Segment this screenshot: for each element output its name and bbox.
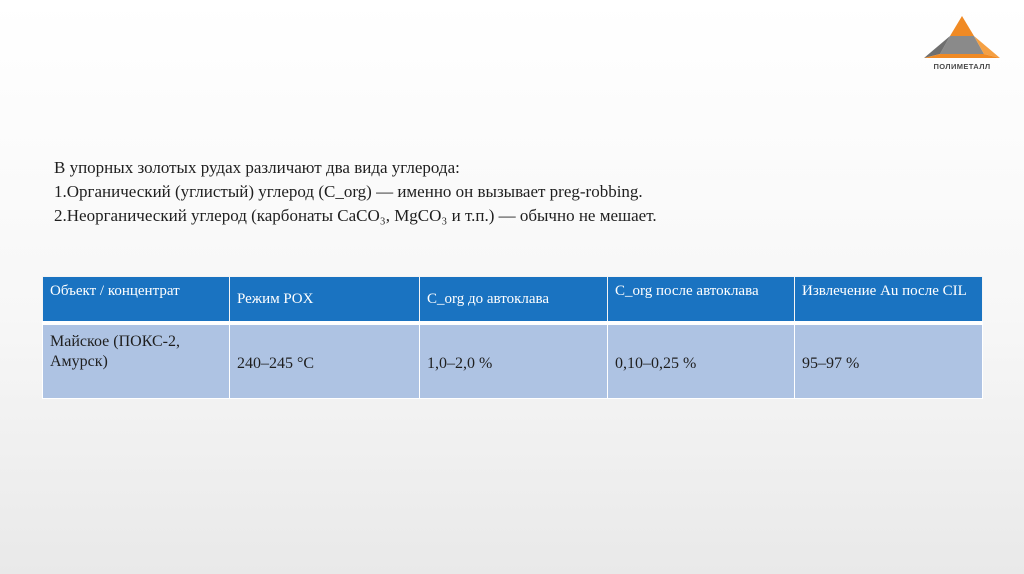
header-cell-corg-before: C_org до автоклава [420,277,608,323]
results-table [42,276,983,399]
table-header-row [43,277,983,323]
cell-pox-mode: 240–245 °C [230,323,420,399]
header-cell-object: Объект / концентрат [43,277,230,323]
header-cell-pox-mode: Режим POX [230,277,420,323]
cell-corg-before: 1,0–2,0 % [420,323,608,399]
header-cell-corg-after: C_org после автоклава [608,277,795,323]
intro-item-organic: 1.Органический (углистый) углерод (C_org) — именно он вызывает preg-robbing. [54,182,643,201]
triangle-logo-icon [922,14,1002,60]
logo-text: ПОЛИМЕТАЛЛ [933,62,991,71]
cell-au-recovery: 95–97 % [795,323,983,399]
cell-object: Майское (ПОКС-2, Амурск) [43,323,230,399]
cell-corg-after: 0,10–0,25 % [608,323,795,399]
intro-heading: В упорных золотых рудах различают два вида углерода: [54,158,460,177]
company-logo [912,14,1012,74]
table-row [43,323,983,399]
intro-item-inorganic: 2.Неорганический углерод (карбонаты CaCO₃, MgCO₃ и т.п.) — обычно не мешает. [54,206,657,225]
header-cell-au-recovery: Извлечение Au после CIL [795,277,983,323]
intro-text [54,156,954,228]
